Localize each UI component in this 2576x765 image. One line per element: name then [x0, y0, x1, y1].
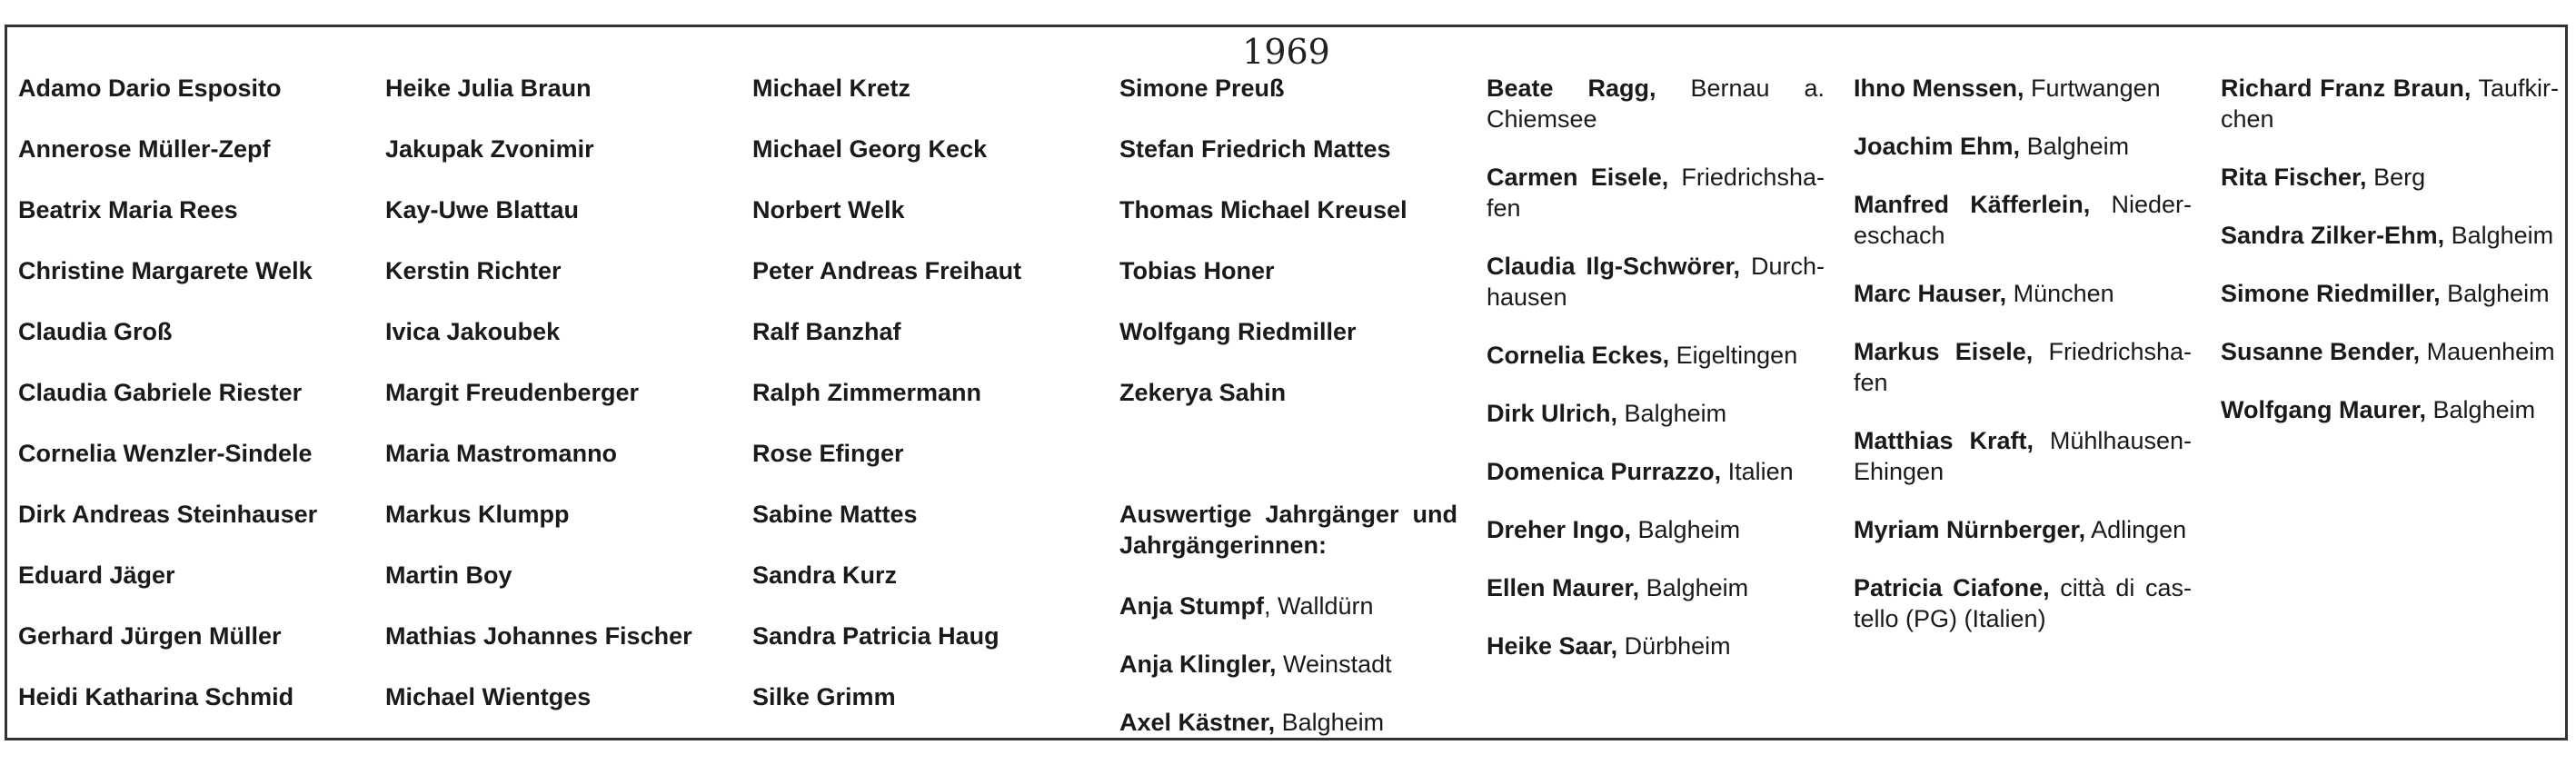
- name-place-entry: [1854, 425, 2192, 487]
- person-name: Sandra Patricia Haug: [752, 622, 1000, 650]
- person-name: Rose Efinger: [752, 440, 904, 467]
- name-place-entry: [1487, 456, 1825, 487]
- name-place-entry: [2221, 278, 2559, 309]
- person-place: München: [2006, 280, 2114, 307]
- name-place-entry: [1854, 189, 2192, 251]
- person-name: Cornelia Wenzler-Sindele: [18, 440, 313, 467]
- person-place: Mühlhausen-Ehingen: [1854, 427, 2192, 485]
- name-entry: [1119, 73, 1457, 104]
- column-3: [752, 73, 1090, 742]
- name-place-entry: [1487, 398, 1825, 429]
- person-name: Marc Hauser,: [1854, 280, 2007, 307]
- name-entry: [752, 73, 1090, 104]
- person-name: Dreher Ingo,: [1487, 516, 1632, 543]
- name-place-entry: [1854, 131, 2192, 162]
- spacer: [1119, 438, 1457, 499]
- person-name: Domenica Purrazzo,: [1487, 458, 1722, 485]
- name-entry: [385, 255, 723, 286]
- name-entry: [18, 560, 356, 591]
- person-place: Friedrichshafen: [1487, 164, 1825, 222]
- column-2: [385, 73, 723, 742]
- name-entry: [385, 621, 723, 651]
- person-name: Norbert Welk: [752, 196, 905, 224]
- person-name: Ralf Banzhaf: [752, 318, 901, 345]
- person-name: Dirk Ulrich,: [1487, 400, 1618, 427]
- name-entry: [1119, 316, 1457, 347]
- person-place: Balgheim: [2426, 396, 2536, 423]
- person-name: Axel Kästner,: [1119, 709, 1276, 736]
- name-place-entry: [1854, 278, 2192, 309]
- person-name: Annerose Müller-Zepf: [18, 135, 271, 163]
- name-entry: [1119, 377, 1457, 408]
- column-7: [2221, 73, 2559, 452]
- person-name: Michael Wientges: [385, 683, 592, 710]
- name-place-entry: [1119, 707, 1457, 738]
- person-place: Balgheim: [1275, 709, 1385, 736]
- person-name: Gerhard Jürgen Müller: [18, 622, 282, 650]
- person-name: Ralph Zimmermann: [752, 379, 982, 406]
- name-entry: [18, 194, 356, 225]
- person-name: Sandra Kurz: [752, 561, 898, 589]
- person-place: Bernau a. Chiemsee: [1487, 75, 1825, 133]
- person-name: Maria Mastromanno: [385, 440, 618, 467]
- name-entry: [18, 316, 356, 347]
- name-entry: [1119, 255, 1457, 286]
- name-entry: [752, 681, 1090, 712]
- name-place-entry: [1854, 572, 2192, 634]
- person-name: Beatrix Maria Rees: [18, 196, 238, 224]
- year-heading: 1969: [1231, 31, 1341, 73]
- person-name: Anja Klingler,: [1119, 651, 1277, 678]
- name-place-entry: [1487, 73, 1825, 134]
- person-name: Claudia Groß: [18, 318, 173, 345]
- external-heading: Auswertige Jahrgänger und Jahrgängerinnen:: [1119, 501, 1457, 559]
- name-entry: [1119, 134, 1457, 164]
- person-place: Niedereschach: [1854, 191, 2192, 249]
- person-name: Rita Fischer,: [2221, 164, 2367, 191]
- person-name: Patricia Ciafone,: [1854, 574, 2050, 601]
- person-name: Claudia Ilg-Schwörer,: [1487, 253, 1741, 280]
- person-name: Claudia Gabriele Riester: [18, 379, 303, 406]
- name-entry: [18, 73, 356, 104]
- person-name: Heidi Katharina Schmid: [18, 683, 294, 710]
- name-place-entry: [1119, 591, 1457, 621]
- person-name: Martin Boy: [385, 561, 512, 589]
- person-name: Kay-Uwe Blattau: [385, 196, 580, 224]
- person-name: Dirk Andreas Steinhauser: [18, 501, 318, 528]
- person-name: Manfred Käfferlein,: [1854, 191, 2091, 218]
- person-name: Kerstin Richter: [385, 257, 562, 284]
- name-place-entry: [1487, 514, 1825, 545]
- person-name: Silke Grimm: [752, 683, 896, 710]
- person-place: Balgheim: [2440, 280, 2550, 307]
- person-place: Furtwangen: [2024, 75, 2161, 102]
- person-place: Taufkirchen: [2221, 75, 2560, 133]
- person-name: Zekerya Sahin: [1119, 379, 1287, 406]
- name-place-entry: [1487, 162, 1825, 224]
- name-entry: [18, 438, 356, 469]
- person-name: Beate Ragg,: [1487, 75, 1656, 102]
- person-place: Mauenheim: [2420, 338, 2555, 365]
- person-place: Balgheim: [1631, 516, 1741, 543]
- name-place-entry: [1487, 631, 1825, 661]
- name-entry: [18, 134, 356, 164]
- name-entry: [752, 621, 1090, 651]
- name-entry: [385, 560, 723, 591]
- person-name: Joachim Ehm,: [1854, 133, 2021, 160]
- column-6: [1854, 73, 2192, 661]
- person-name: Jakupak Zvonimir: [385, 135, 594, 163]
- person-name: Tobias Honer: [1119, 257, 1275, 284]
- name-entry: [752, 255, 1090, 286]
- person-name: Wolfgang Riedmiller: [1119, 318, 1357, 345]
- column-4-local: [1119, 73, 1457, 408]
- person-place: Dürbheim: [1617, 632, 1731, 660]
- person-place: , Walldürn: [1264, 592, 1374, 620]
- name-place-entry: [1487, 572, 1825, 603]
- person-name: Cornelia Eckes,: [1487, 342, 1670, 369]
- person-place: Berg: [2366, 164, 2426, 191]
- person-place: Balgheim: [2444, 222, 2554, 249]
- person-place: Durchhausen: [1487, 253, 1825, 311]
- name-entry: [18, 255, 356, 286]
- person-place: città di castello (PG) (Italien): [1854, 574, 2192, 632]
- person-place: Adlingen: [2085, 516, 2187, 543]
- column-1: [18, 73, 356, 742]
- person-place: Italien: [1721, 458, 1794, 485]
- person-name: Carmen Eisele,: [1487, 164, 1669, 191]
- person-name: Richard Franz Braun,: [2221, 75, 2472, 102]
- person-name: Ivica Jakoubek: [385, 318, 561, 345]
- person-name: Michael Georg Keck: [752, 135, 988, 163]
- name-place-entry: [2221, 336, 2559, 367]
- name-place-entry: [1854, 73, 2192, 104]
- name-entry: [385, 681, 723, 712]
- name-entry: [752, 438, 1090, 469]
- name-place-entry: [1854, 514, 2192, 545]
- name-entry: [752, 377, 1090, 408]
- name-entry: [385, 73, 723, 104]
- person-name: Peter Andreas Freihaut: [752, 257, 1022, 284]
- column-4: [1119, 73, 1457, 765]
- name-place-entry: [1487, 340, 1825, 371]
- person-name: Matthias Kraft,: [1854, 427, 2034, 454]
- name-entry: [385, 316, 723, 347]
- person-name: Margit Freudenberger: [385, 379, 640, 406]
- person-place: Balgheim: [1617, 400, 1727, 427]
- person-name: Simone Preuß: [1119, 75, 1285, 102]
- person-name: Susanne Bender,: [2221, 338, 2421, 365]
- person-name: Christine Margarete Welk: [18, 257, 313, 284]
- name-place-entry: [2221, 73, 2559, 134]
- name-place-entry: [1487, 251, 1825, 313]
- person-name: Myriam Nürnberger,: [1854, 516, 2086, 543]
- name-place-entry: [2221, 394, 2559, 425]
- name-entry: [18, 377, 356, 408]
- person-name: Michael Kretz: [752, 75, 911, 102]
- name-place-entry: [2221, 220, 2559, 251]
- person-place: Balgheim: [2020, 133, 2130, 160]
- person-name: Ihno Menssen,: [1854, 75, 2024, 102]
- person-place: Weinstadt: [1276, 651, 1392, 678]
- person-name: Thomas Michael Kreusel: [1119, 196, 1407, 224]
- person-name: Simone Riedmiller,: [2221, 280, 2441, 307]
- name-entry: [385, 499, 723, 530]
- person-name: Heike Julia Braun: [385, 75, 592, 102]
- person-name: Adamo Dario Esposito: [18, 75, 282, 102]
- name-entry: [385, 438, 723, 469]
- name-entry: [752, 134, 1090, 164]
- person-name: Stefan Friedrich Mattes: [1119, 135, 1391, 163]
- column-5: [1487, 73, 1825, 689]
- person-name: Mathias Johannes Fischer: [385, 622, 692, 650]
- name-place-entry: [1119, 649, 1457, 680]
- person-name: Anja Stumpf: [1119, 592, 1264, 620]
- person-name: Sandra Zilker-Ehm,: [2221, 222, 2445, 249]
- name-entry: [385, 377, 723, 408]
- name-entry: [385, 194, 723, 225]
- name-entry: [385, 134, 723, 164]
- person-place: Eigeltingen: [1669, 342, 1798, 369]
- person-place: Friedrichshafen: [1854, 338, 2192, 396]
- name-entry: [1119, 194, 1457, 225]
- person-name: Wolfgang Maurer,: [2221, 396, 2427, 423]
- name-entry: [18, 621, 356, 651]
- name-entry: [752, 560, 1090, 591]
- person-place: Balgheim: [1639, 574, 1749, 601]
- person-name: Sabine Mattes: [752, 501, 918, 528]
- person-name: Eduard Jäger: [18, 561, 175, 589]
- name-entry: [752, 499, 1090, 530]
- person-name: Ellen Maurer,: [1487, 574, 1640, 601]
- name-place-entry: [1854, 336, 2192, 398]
- person-name: Heike Saar,: [1487, 632, 1618, 660]
- name-place-entry: [2221, 162, 2559, 193]
- name-entry: [18, 681, 356, 712]
- person-name: Markus Klumpp: [385, 501, 570, 528]
- person-name: Markus Eisele,: [1854, 338, 2034, 365]
- name-entry: [752, 194, 1090, 225]
- column-4-external: [1119, 591, 1457, 738]
- name-entry: [18, 499, 356, 530]
- name-entry: [752, 316, 1090, 347]
